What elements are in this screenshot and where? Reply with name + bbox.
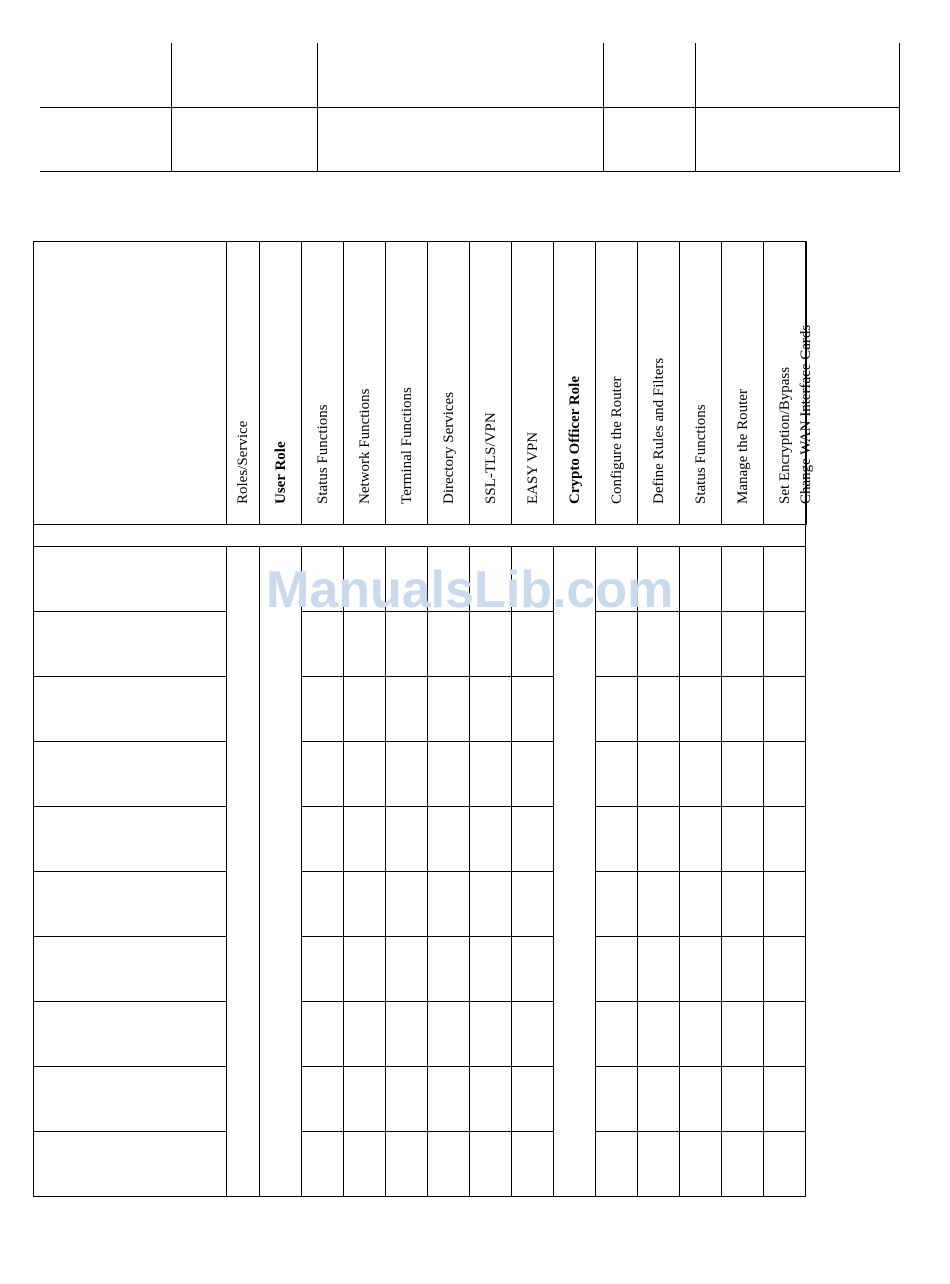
table-cell xyxy=(512,742,554,807)
table-cell xyxy=(386,1067,428,1132)
header-cell xyxy=(344,242,386,525)
table-row xyxy=(34,547,807,612)
header-label: Terminal Functions xyxy=(398,387,415,504)
separator-cell xyxy=(34,525,806,547)
table-cell xyxy=(596,742,638,807)
top-table-col-divider xyxy=(171,43,172,172)
top-table-col-divider xyxy=(695,43,696,172)
table-cell xyxy=(227,547,260,1197)
table-cell xyxy=(554,547,596,1197)
top-partial-table xyxy=(40,43,900,172)
table-cell xyxy=(596,1002,638,1067)
table-cell xyxy=(512,547,554,612)
table-cell xyxy=(680,937,722,1002)
table-cell xyxy=(302,1002,344,1067)
table-cell xyxy=(302,677,344,742)
table-cell xyxy=(470,677,512,742)
table-cell xyxy=(34,677,227,742)
header-label: Define Rules and Filters xyxy=(650,357,667,504)
table-row xyxy=(34,1067,807,1132)
header-label: Network Functions xyxy=(356,388,373,504)
watermark: ManualsLib.com xyxy=(266,561,674,619)
header-row xyxy=(34,242,807,525)
table-cell xyxy=(344,612,386,677)
table-cell xyxy=(764,1067,806,1132)
table-cell xyxy=(764,1002,806,1067)
table-cell xyxy=(680,807,722,872)
table-cell xyxy=(344,1132,386,1197)
table-cell xyxy=(722,1002,764,1067)
table-cell xyxy=(638,807,680,872)
table-cell xyxy=(764,872,806,937)
table-cell xyxy=(596,612,638,677)
top-table-bottom-border xyxy=(40,171,900,172)
table-cell xyxy=(470,937,512,1002)
table-cell xyxy=(302,742,344,807)
table-cell xyxy=(344,1002,386,1067)
table-cell xyxy=(722,937,764,1002)
table-cell xyxy=(34,1002,227,1067)
top-table-col-divider xyxy=(317,43,318,172)
table-cell xyxy=(428,872,470,937)
table-cell xyxy=(512,937,554,1002)
table-cell xyxy=(302,1067,344,1132)
table-cell xyxy=(34,872,227,937)
table-cell xyxy=(344,677,386,742)
table-cell xyxy=(722,677,764,742)
table-cell xyxy=(470,742,512,807)
table-cell xyxy=(302,872,344,937)
table-cell xyxy=(386,612,428,677)
table-cell xyxy=(470,547,512,612)
table-cell xyxy=(764,547,806,612)
header-label: Crypto Officer Role xyxy=(566,375,583,504)
table-cell xyxy=(428,937,470,1002)
table-cell xyxy=(34,742,227,807)
table-cell xyxy=(638,1067,680,1132)
table-cell xyxy=(428,1002,470,1067)
table-cell xyxy=(428,612,470,677)
table-cell xyxy=(344,937,386,1002)
table-cell xyxy=(764,612,806,677)
table-cell xyxy=(34,937,227,1002)
table-cell xyxy=(596,1067,638,1132)
table-cell xyxy=(512,1132,554,1197)
table-cell xyxy=(344,807,386,872)
table-cell xyxy=(512,1002,554,1067)
table-cell xyxy=(344,872,386,937)
header-empty-cell xyxy=(34,242,227,525)
table-cell xyxy=(638,547,680,612)
table-cell xyxy=(302,612,344,677)
table-cell xyxy=(34,1067,227,1132)
table-cell xyxy=(470,1067,512,1132)
header-cell xyxy=(680,242,722,525)
table-cell xyxy=(680,677,722,742)
header-cell xyxy=(554,242,596,525)
table-cell xyxy=(302,1132,344,1197)
table-cell xyxy=(680,1132,722,1197)
table-cell xyxy=(386,937,428,1002)
top-table-col-divider xyxy=(603,43,604,172)
top-table-right-border xyxy=(899,43,900,172)
table-cell xyxy=(722,1132,764,1197)
table-cell xyxy=(428,1132,470,1197)
table-cell xyxy=(470,612,512,677)
header-cell xyxy=(470,242,512,525)
table-cell xyxy=(512,807,554,872)
header-label: Change WAN Interface Cards xyxy=(798,324,814,504)
table-cell xyxy=(386,1002,428,1067)
table-cell xyxy=(764,677,806,742)
table-cell xyxy=(764,742,806,807)
table-cell xyxy=(302,937,344,1002)
table-row xyxy=(34,612,807,677)
table-cell xyxy=(428,1067,470,1132)
table-cell xyxy=(512,1067,554,1132)
table-cell xyxy=(638,677,680,742)
table-cell xyxy=(344,547,386,612)
table-cell xyxy=(34,547,227,612)
header-cell xyxy=(386,242,428,525)
header-label: Directory Services xyxy=(440,391,457,504)
table-cell xyxy=(344,742,386,807)
header-cell xyxy=(798,242,814,525)
header-label: SSL-TLS/VPN xyxy=(482,412,499,504)
table-cell xyxy=(428,807,470,872)
table-cell xyxy=(596,937,638,1002)
header-label: User Role xyxy=(272,441,289,504)
table-cell xyxy=(722,547,764,612)
table-cell xyxy=(680,872,722,937)
table-cell xyxy=(764,1132,806,1197)
table-cell xyxy=(302,547,344,612)
table-cell xyxy=(680,1067,722,1132)
table-cell xyxy=(638,612,680,677)
header-label: Roles/Service xyxy=(235,420,251,504)
header-cell xyxy=(512,242,554,525)
table-cell xyxy=(34,807,227,872)
table-cell xyxy=(512,612,554,677)
table-cell xyxy=(722,742,764,807)
table-cell xyxy=(512,872,554,937)
table-cell xyxy=(386,1132,428,1197)
header-cell xyxy=(638,242,680,525)
table-cell xyxy=(386,807,428,872)
table-cell xyxy=(470,1132,512,1197)
table-cell xyxy=(34,612,227,677)
table-cell xyxy=(386,677,428,742)
table-cell xyxy=(34,1132,227,1197)
table-cell xyxy=(302,807,344,872)
table-cell xyxy=(428,547,470,612)
header-cell xyxy=(302,242,344,525)
table-row xyxy=(34,677,807,742)
table-cell xyxy=(470,1002,512,1067)
table-cell xyxy=(680,1002,722,1067)
table-cell xyxy=(470,807,512,872)
top-table-row-divider xyxy=(40,107,900,108)
table-cell xyxy=(722,612,764,677)
header-label: EASY VPN xyxy=(524,431,541,504)
header-cell xyxy=(722,242,764,525)
header-label: Status Functions xyxy=(314,404,331,504)
table-cell xyxy=(638,1002,680,1067)
table-row xyxy=(34,1002,807,1067)
table-cell xyxy=(722,807,764,872)
table-cell xyxy=(638,1132,680,1197)
table-cell xyxy=(260,547,302,1197)
header-cell xyxy=(428,242,470,525)
table-row xyxy=(34,872,807,937)
header-cell xyxy=(227,242,260,525)
table-cell xyxy=(512,677,554,742)
header-cell xyxy=(596,242,638,525)
table-cell xyxy=(596,677,638,742)
table-cell xyxy=(470,872,512,937)
header-label: Set Encryption/Bypass xyxy=(776,366,793,504)
table-cell xyxy=(344,1067,386,1132)
table-cell xyxy=(680,612,722,677)
header-cell xyxy=(260,242,302,525)
table-cell xyxy=(596,547,638,612)
header-label: Status Functions xyxy=(692,404,709,504)
table-cell xyxy=(386,872,428,937)
table-cell xyxy=(764,937,806,1002)
table-cell xyxy=(680,742,722,807)
roles-services-table xyxy=(33,241,814,1197)
table-cell xyxy=(680,547,722,612)
table-cell xyxy=(722,872,764,937)
table-row xyxy=(34,1132,807,1197)
table-cell xyxy=(428,742,470,807)
table-cell xyxy=(596,807,638,872)
table-cell xyxy=(638,937,680,1002)
table-cell xyxy=(428,677,470,742)
table-cell xyxy=(638,872,680,937)
table-row xyxy=(34,742,807,807)
table-cell xyxy=(638,742,680,807)
table-row xyxy=(34,807,807,872)
table-cell xyxy=(386,742,428,807)
table-cell xyxy=(596,1132,638,1197)
header-label: Configure the Router xyxy=(608,376,625,504)
table-row xyxy=(34,937,807,1002)
table-cell xyxy=(764,807,806,872)
header-label: Manage the Router xyxy=(734,389,751,504)
table-cell xyxy=(386,547,428,612)
table-cell xyxy=(722,1067,764,1132)
table-cell xyxy=(596,872,638,937)
separator-row xyxy=(34,525,807,547)
